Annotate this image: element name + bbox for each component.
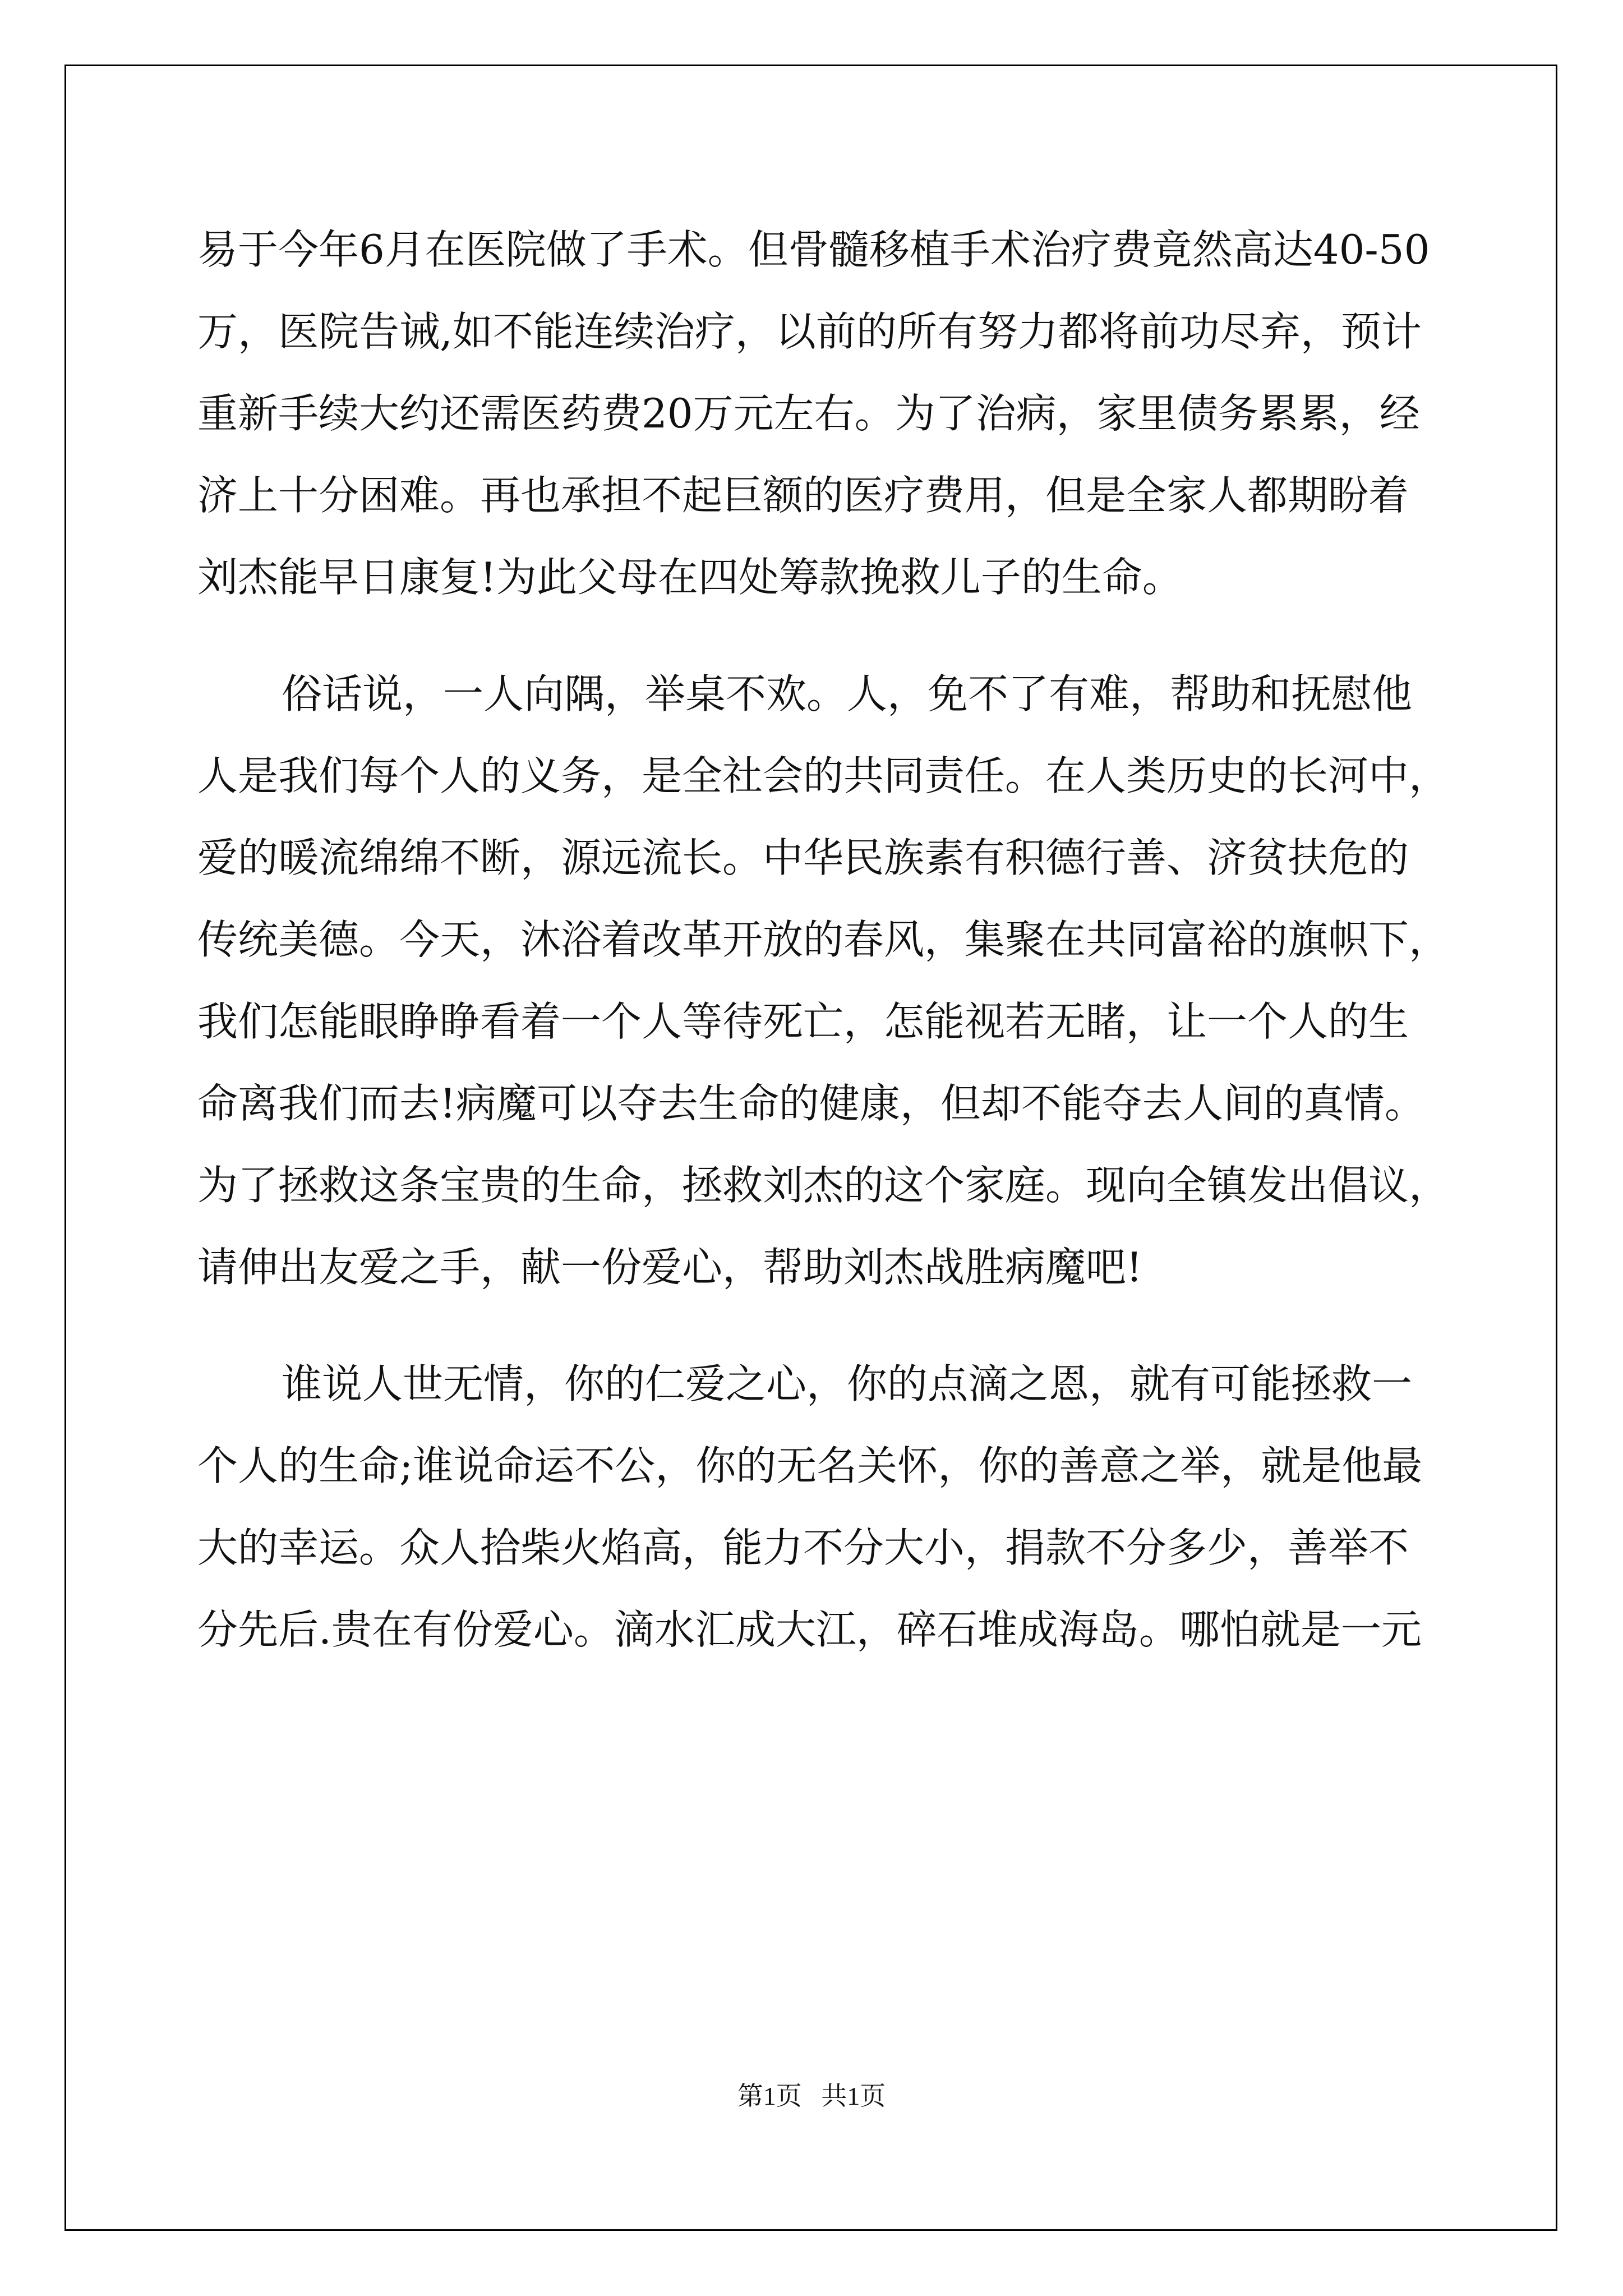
text-line-first: 谁说人世无情，你的仁爱之心，你的点滴之恩，就有可能拯救一	[282, 1360, 1413, 1407]
text-line: 请伸出友爱之手，献一份爱心，帮助刘杰战胜病魔吧!	[197, 1244, 1142, 1291]
text-line: 我们怎能眼睁睁看着一个人等待死亡，怎能视若无睹，让一个人的生	[197, 998, 1409, 1045]
document-body	[197, 219, 1450, 1681]
text-line: 刘杰能早日康复!为此父母在四处筹款挽救儿子的生命。	[197, 554, 1183, 601]
text-line: 人是我们每个人的义务，是全社会的共同责任。在人类历史的长河中，	[197, 752, 1450, 799]
text-line-first: 俗话说，一人向隅，举桌不欢。人，免不了有难，帮助和抚慰他	[282, 670, 1413, 717]
paragraph-gap	[197, 628, 1431, 663]
text-line: 济上十分困难。再也承担不起巨额的医疗费用，但是全家人都期盼着	[197, 472, 1409, 519]
text-line: 爱的暖流绵绵不断，源远流长。中华民族素有积德行善、济贫扶危的	[197, 834, 1409, 881]
text-line: 传统美德。今天，沐浴着改革开放的春风，集聚在共同富裕的旗帜下，	[197, 916, 1450, 963]
text-line: 大的幸运。众人拾柴火焰高，能力不分大小，捐款不分多少，善举不	[197, 1524, 1409, 1571]
text-line: 为了拯救这条宝贵的生命，拯救刘杰的这个家庭。现向全镇发出倡议，	[197, 1162, 1450, 1209]
text-line: 分先后.贵在有份爱心。滴水汇成大江，碎石堆成海岛。哪怕就是一元	[197, 1606, 1422, 1653]
text-line: 重新手续大约还需医药费20万元左右。为了治病，家里债务累累，经	[197, 390, 1420, 437]
text-line: 易于今年6月在医院做了手术。但骨髓移植手术治疗费竟然高达40-50	[197, 226, 1430, 273]
page-footer: 第1页 共1页	[737, 2082, 886, 2110]
text-line: 命离我们而去!病魔可以夺去生命的健康，但却不能夺去人间的真情。	[197, 1080, 1425, 1127]
text-line: 个人的生命;谁说命运不公，你的无名关怀，你的善意之举，就是他最	[197, 1442, 1423, 1489]
text-line: 万，医院告诫,如不能连续治疗，以前的所有努力都将前功尽弃，预计	[197, 308, 1422, 355]
paragraph-gap	[197, 1318, 1431, 1353]
